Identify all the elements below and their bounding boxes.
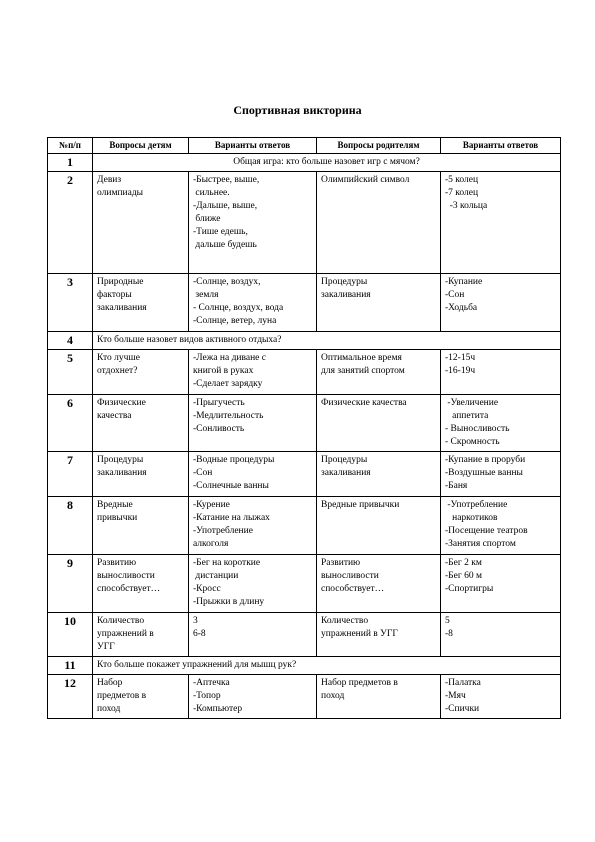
cell-line: выносливости [321, 571, 379, 581]
cell-line: поход [97, 704, 121, 714]
cell-line: -Катание на лыжах [193, 513, 270, 523]
parent-answers-cell [441, 555, 561, 613]
parent-question-cell [317, 350, 441, 395]
cell-line: -Кросс [193, 584, 221, 594]
child-question-cell [93, 274, 189, 332]
cell-line: качества [97, 411, 132, 421]
row-number: 3 [48, 274, 93, 332]
table-row [48, 497, 561, 555]
row-number: 10 [48, 613, 93, 657]
header-num: №п/п [48, 138, 93, 154]
cell-line: закаливания [97, 303, 147, 313]
cell-line: привычки [97, 513, 138, 523]
cell-line: -Тише едешь, [193, 227, 248, 237]
cell-line: -Аптечка [193, 678, 230, 688]
child-answers-cell [189, 555, 317, 613]
merged-question-cell: Кто больше назовет видов активного отдыха? [93, 332, 561, 350]
cell-line: -16-19ч [445, 366, 476, 376]
parent-question-cell [317, 452, 441, 497]
header-child-answers: Варианты ответов [189, 138, 317, 154]
page-title: Спортивная викторина [233, 103, 362, 117]
cell-line: закаливания [321, 468, 371, 478]
child-question-cell [93, 350, 189, 395]
cell-line: закаливания [97, 468, 147, 478]
cell-line: отдохнет? [97, 366, 138, 376]
table-row [48, 452, 561, 497]
child-answers-cell [189, 172, 317, 274]
cell-line: земля [193, 290, 219, 300]
table-row [48, 172, 561, 274]
cell-line: -Палатка [445, 678, 481, 688]
table-row [48, 154, 561, 172]
cell-line: книгой в руках [193, 366, 254, 376]
table-row [48, 274, 561, 332]
cell-line: -Солнечные ванны [193, 481, 269, 491]
parent-question-cell [317, 675, 441, 719]
cell-line: дальше будешь [193, 240, 257, 250]
cell-line: -Солнце, ветер, луна [193, 316, 277, 326]
header-child-questions: Вопросы детям [93, 138, 189, 154]
child-question-cell [93, 452, 189, 497]
cell-line: -8 [445, 629, 453, 639]
cell-line: Развитию [97, 558, 137, 568]
cell-line: выносливости [97, 571, 155, 581]
child-answers-cell [189, 452, 317, 497]
row-number: 6 [48, 395, 93, 452]
parent-question-cell [317, 555, 441, 613]
cell-line: Природные [97, 277, 144, 287]
cell-line: закаливания [321, 290, 371, 300]
row-number: 1 [48, 154, 93, 172]
parent-answers-cell [441, 172, 561, 274]
merged-question-cell: Кто больше покажет упражнений для мышц рук? [93, 657, 561, 675]
row-number: 4 [48, 332, 93, 350]
parent-answers-cell [441, 274, 561, 332]
header-parent-answers: Варианты ответов [441, 138, 561, 154]
table-row [48, 332, 561, 350]
cell-line: дистанции [193, 571, 239, 581]
parent-answers-cell [441, 613, 561, 657]
cell-line: -Сон [445, 290, 465, 300]
cell-line: -Спички [445, 704, 480, 714]
cell-line: 6-8 [193, 629, 206, 639]
cell-line: -Водные процедуры [193, 455, 275, 465]
cell-line: Кто лучше [97, 353, 140, 363]
table-row [48, 395, 561, 452]
table-row [48, 675, 561, 719]
cell-line: -3 кольца [445, 201, 488, 211]
cell-line: 5 [445, 616, 450, 626]
cell-line: -Прыгучесть [193, 398, 245, 408]
cell-line: -Посещение театров [445, 526, 528, 536]
cell-line: -Сделает зарядку [193, 379, 263, 389]
cell-line: -7 колец [445, 188, 479, 198]
cell-line: Олимпийский символ [321, 175, 410, 185]
cell-line: Оптимальное время [321, 353, 402, 363]
cell-line: факторы [97, 290, 132, 300]
cell-line: Процедуры [97, 455, 144, 465]
cell-line: -Курение [193, 500, 230, 510]
cell-line: - Скромность [445, 437, 500, 447]
cell-line: Количество [97, 616, 145, 626]
row-number: 11 [48, 657, 93, 675]
cell-line: -Быстрее, выше, [193, 175, 260, 185]
cell-line: УГГ [97, 642, 115, 652]
cell-line: -Солнце, воздух, [193, 277, 261, 287]
table-row [48, 555, 561, 613]
cell-line: способствует… [321, 584, 385, 594]
child-answers-cell [189, 613, 317, 657]
cell-line: Вредные привычки [321, 500, 400, 510]
cell-line: -Бег на короткие [193, 558, 261, 568]
cell-line: -12-15ч [445, 353, 476, 363]
row-number: 8 [48, 497, 93, 555]
cell-line: -Увеличение [445, 398, 499, 408]
row-number: 9 [48, 555, 93, 613]
merged-question-cell: Общая игра: кто больше назовет игр с мячом? [93, 154, 561, 172]
cell-line: сильнее. [193, 188, 230, 198]
cell-line: Развитию [321, 558, 361, 568]
parent-answers-cell [441, 350, 561, 395]
cell-line: упражнений в УГГ [321, 629, 398, 639]
cell-line: Физические качества [321, 398, 407, 408]
cell-line: Набор [97, 678, 123, 688]
cell-line: алкоголя [193, 539, 229, 549]
cell-line: олимпиады [97, 188, 144, 198]
row-number: 2 [48, 172, 93, 274]
parent-question-cell [317, 274, 441, 332]
cell-line: -Компьютер [193, 704, 243, 714]
cell-line: -Купание [445, 277, 483, 287]
quiz-table [47, 137, 561, 719]
child-question-cell [93, 613, 189, 657]
row-number: 12 [48, 675, 93, 719]
cell-line: Девиз [97, 175, 122, 185]
cell-line: предметов в [97, 691, 147, 701]
cell-line: Физические [97, 398, 146, 408]
parent-question-cell [317, 613, 441, 657]
cell-line: способствует… [97, 584, 161, 594]
child-answers-cell [189, 395, 317, 452]
child-answers-cell [189, 497, 317, 555]
cell-line: -Прыжки в длину [193, 597, 265, 607]
table-body [48, 154, 561, 719]
cell-line: -Употребление [445, 500, 508, 510]
child-question-cell [93, 395, 189, 452]
cell-line: -Медлительность [193, 411, 264, 421]
cell-line: наркотиков [445, 513, 498, 523]
child-answers-cell [189, 675, 317, 719]
table-row [48, 613, 561, 657]
child-answers-cell [189, 274, 317, 332]
cell-line: -Бег 2 км [445, 558, 482, 568]
cell-line: 3 [193, 616, 198, 626]
cell-line: -Сонливость [193, 424, 245, 434]
cell-line: -Воздушные ванны [445, 468, 523, 478]
table-row [48, 350, 561, 395]
cell-line: -Бег 60 м [445, 571, 482, 581]
cell-line: -Лежа на диване с [193, 353, 266, 363]
parent-answers-cell [441, 497, 561, 555]
parent-question-cell [317, 497, 441, 555]
cell-line: -Сон [193, 468, 213, 478]
row-number: 7 [48, 452, 93, 497]
cell-line: упражнений в [97, 629, 154, 639]
cell-line: ближе [193, 214, 221, 224]
header-parent-questions: Вопросы родителям [317, 138, 441, 154]
cell-line: Вредные [97, 500, 133, 510]
cell-line: Набор предметов в [321, 678, 398, 688]
parent-answers-cell [441, 452, 561, 497]
cell-line: -5 колец [445, 175, 479, 185]
cell-line: аппетита [445, 411, 489, 421]
child-question-cell [93, 497, 189, 555]
cell-line: -Топор [193, 691, 221, 701]
cell-line: -Баня [445, 481, 468, 491]
child-question-cell [93, 675, 189, 719]
cell-line: -Дальше, выше, [193, 201, 258, 211]
cell-line: поход [321, 691, 345, 701]
parent-question-cell [317, 172, 441, 274]
cell-line: Количество [321, 616, 369, 626]
cell-line: -Употребление [193, 526, 253, 536]
table-header-row [48, 138, 561, 154]
cell-line: - Солнце, воздух, вода [193, 303, 284, 313]
cell-line: -Мяч [445, 691, 466, 701]
parent-answers-cell [441, 395, 561, 452]
cell-line: -Ходьба [445, 303, 478, 313]
cell-line: Процедуры [321, 455, 368, 465]
parent-question-cell [317, 395, 441, 452]
child-question-cell [93, 555, 189, 613]
table-row [48, 657, 561, 675]
cell-line: -Спортигры [445, 584, 494, 594]
cell-line: Процедуры [321, 277, 368, 287]
child-answers-cell [189, 350, 317, 395]
cell-line: -Занятия спортом [445, 539, 516, 549]
cell-line: -Купание в проруби [445, 455, 526, 465]
cell-line: для занятий спортом [321, 366, 405, 376]
row-number: 5 [48, 350, 93, 395]
child-question-cell [93, 172, 189, 274]
cell-line: - Выносливость [445, 424, 510, 434]
parent-answers-cell [441, 675, 561, 719]
